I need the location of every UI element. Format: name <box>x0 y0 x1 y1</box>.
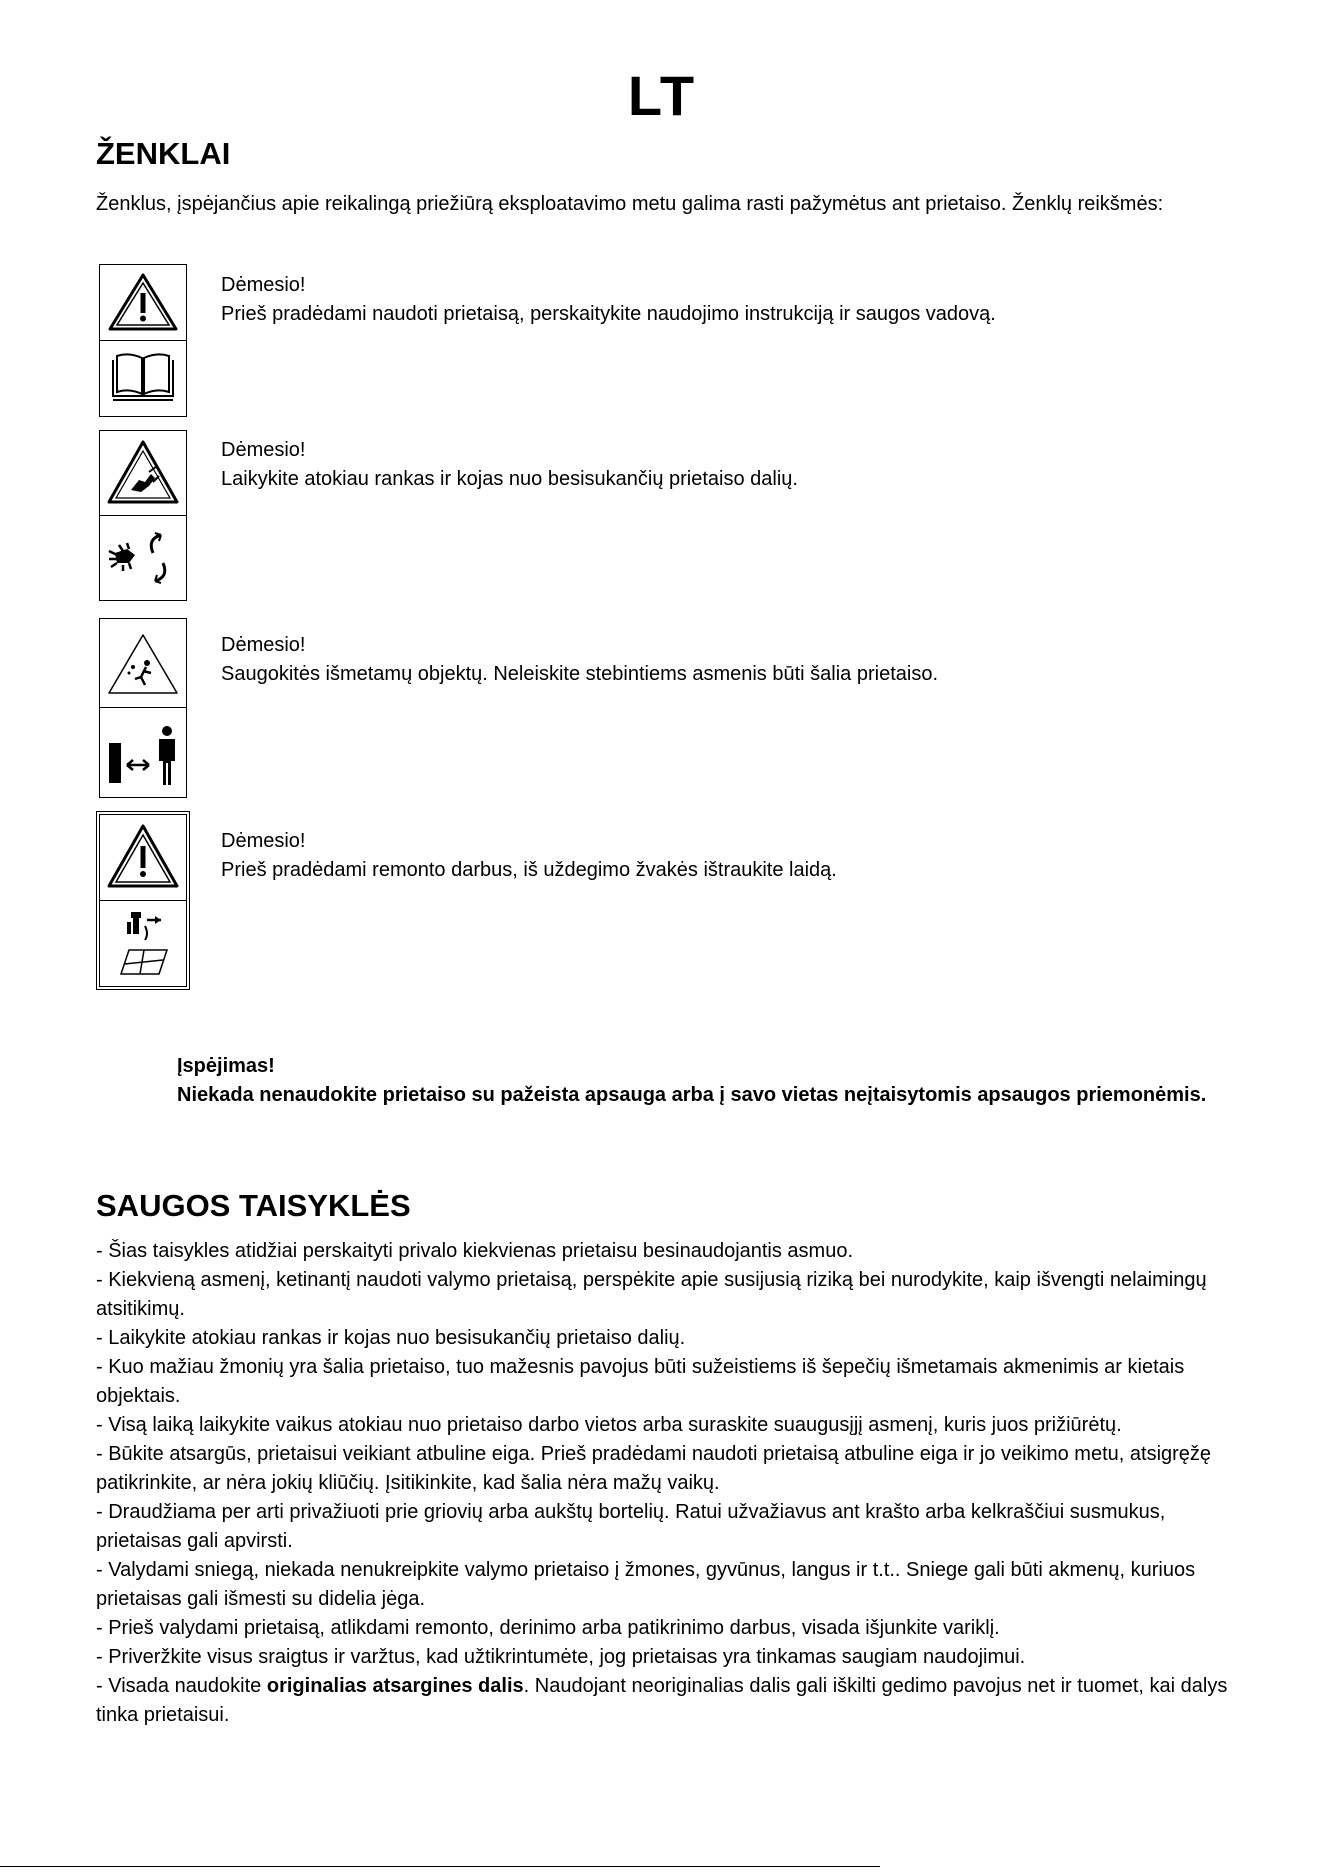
sign-heading: Dėmesio! <box>221 830 306 852</box>
rule-item: - Draudžiama per arti privažiuoti prie griovių arba aukštų bortelių. Ratui užvažiavus ant krašto arba kelkraščiui susmukus, prietaisas gali apvirsti. <box>96 1501 1166 1552</box>
sign-text-2 <box>221 436 1221 494</box>
rule-prefix: - Visada naudokite <box>96 1675 267 1697</box>
footer-divider <box>0 1866 880 1867</box>
sign-box-1 <box>99 264 187 417</box>
warning-triangle-icon <box>100 265 186 341</box>
sign-heading: Dėmesio! <box>221 439 306 461</box>
language-code: LT <box>627 64 697 127</box>
keep-distance-icon <box>100 708 186 797</box>
rule-item: - Būkite atsargūs, prietaisui veikiant atbuline eiga. Prieš pradėdami naudoti prietaisą atbuline eiga ir jo veikimo metu, atsigręžę patikrinkite, ar nėra jokių kliūčių. Įsitikinkite, kad šalia nėra mažų vaikų. <box>96 1443 1212 1494</box>
rule-item: - Kiekvieną asmenį, ketinantį naudoti valymo prietaisą, perspėkite apie susijusią riziką bei nurodykite, kaip išvengti nelaimingų atsitikimų. <box>96 1269 1207 1320</box>
rule-item: - Valydami sniegą, niekada nenukreipkite valymo prietaiso į žmones, gyvūnus, langus ir t.t.. Sniege gali būti akmenų, kuriuos prietaisas gali išmesti su didelia jėga. <box>96 1559 1196 1610</box>
guard-warning <box>177 1052 1237 1110</box>
sign-text-4 <box>221 827 1221 885</box>
sign-heading: Dėmesio! <box>221 274 306 296</box>
sign-box-3 <box>99 618 187 798</box>
sign-text-1 <box>221 271 1221 329</box>
sign-description: Laikykite atokiau rankas ir kojas nuo besisukančių prietaiso dalių. <box>221 468 798 490</box>
warning-title: Įspėjimas! <box>177 1055 275 1077</box>
rule-item: - Visą laiką laikykite vaikus atokiau nuo prietaiso darbo vietos arba suraskite suaugusįjį asmenį, kuris juos prižiūrėtų. <box>96 1414 1122 1436</box>
thrown-objects-triangle-icon <box>100 619 186 708</box>
signs-intro: Ženklus, įspėjančius apie reikalingą priežiūrą eksploatavimo metu galima rasti pažymėtus ant prietaiso. Ženklų reikšmės: <box>96 193 1164 215</box>
sign-box-4 <box>99 814 187 987</box>
manual-book-icon <box>100 341 186 417</box>
sign-description: Saugokitės išmetamų objektų. Neleiskite stebintiems asmenis būti šalia prietaiso. <box>221 663 939 685</box>
section-title-safety-rules: SAUGOS TAISYKLĖS <box>96 1188 411 1223</box>
sign-text-3 <box>221 631 1221 689</box>
warning-text: Niekada nenaudokite prietaiso su pažeista apsauga arba į savo vietas neįtaisytomis apsaugos priemonėmis. <box>177 1084 1207 1106</box>
rule-item: - Šias taisykles atidžiai perskaityti privalo kiekvienas prietaisu besinaudojantis asmuo. <box>96 1240 854 1262</box>
sign-heading: Dėmesio! <box>221 634 306 656</box>
spark-plug-manual-icon <box>100 901 186 987</box>
rule-item: - Kuo mažiau žmonių yra šalia prietaiso, tuo mažesnis pavojus būti sužeistiems iš šepečių išmetamais akmenimis ar kietais objektais. <box>96 1356 1185 1407</box>
sign-box-2 <box>99 430 187 601</box>
hand-injury-triangle-icon <box>100 431 186 516</box>
rule-emphasis: originalias atsargines dalis <box>266 1675 524 1697</box>
rotating-parts-icon <box>100 516 186 601</box>
section-title-signs: ŽENKLAI <box>96 136 231 171</box>
rule-item: - Priveržkite visus sraigtus ir varžtus, kad užtikrintumėte, jog prietaisas yra tinkamas saugiam naudojimui. <box>96 1646 1026 1668</box>
safety-rules-list <box>96 1237 1246 1730</box>
sign-description: Prieš pradėdami remonto darbus, iš uždegimo žvakės ištraukite laidą. <box>221 859 837 881</box>
sign-description: Prieš pradėdami naudoti prietaisą, perskaitykite naudojimo instrukciją ir saugos vadovą. <box>221 303 996 325</box>
rule-item: - Laikykite atokiau rankas ir kojas nuo besisukančių prietaiso dalių. <box>96 1327 686 1349</box>
rule-item-original-parts <box>96 1672 1246 1730</box>
warning-triangle-icon <box>100 815 186 901</box>
rule-item: - Prieš valydami prietaisą, atlikdami remonto, derinimo arba patikrinimo darbus, visada išjunkite variklį. <box>96 1617 1000 1639</box>
rule-suffix: . Naudojant neoriginalias dalis gali iškilti gedimo pavojus net ir tuomet, kai dalys tinka prietaisui. <box>96 1675 1228 1726</box>
